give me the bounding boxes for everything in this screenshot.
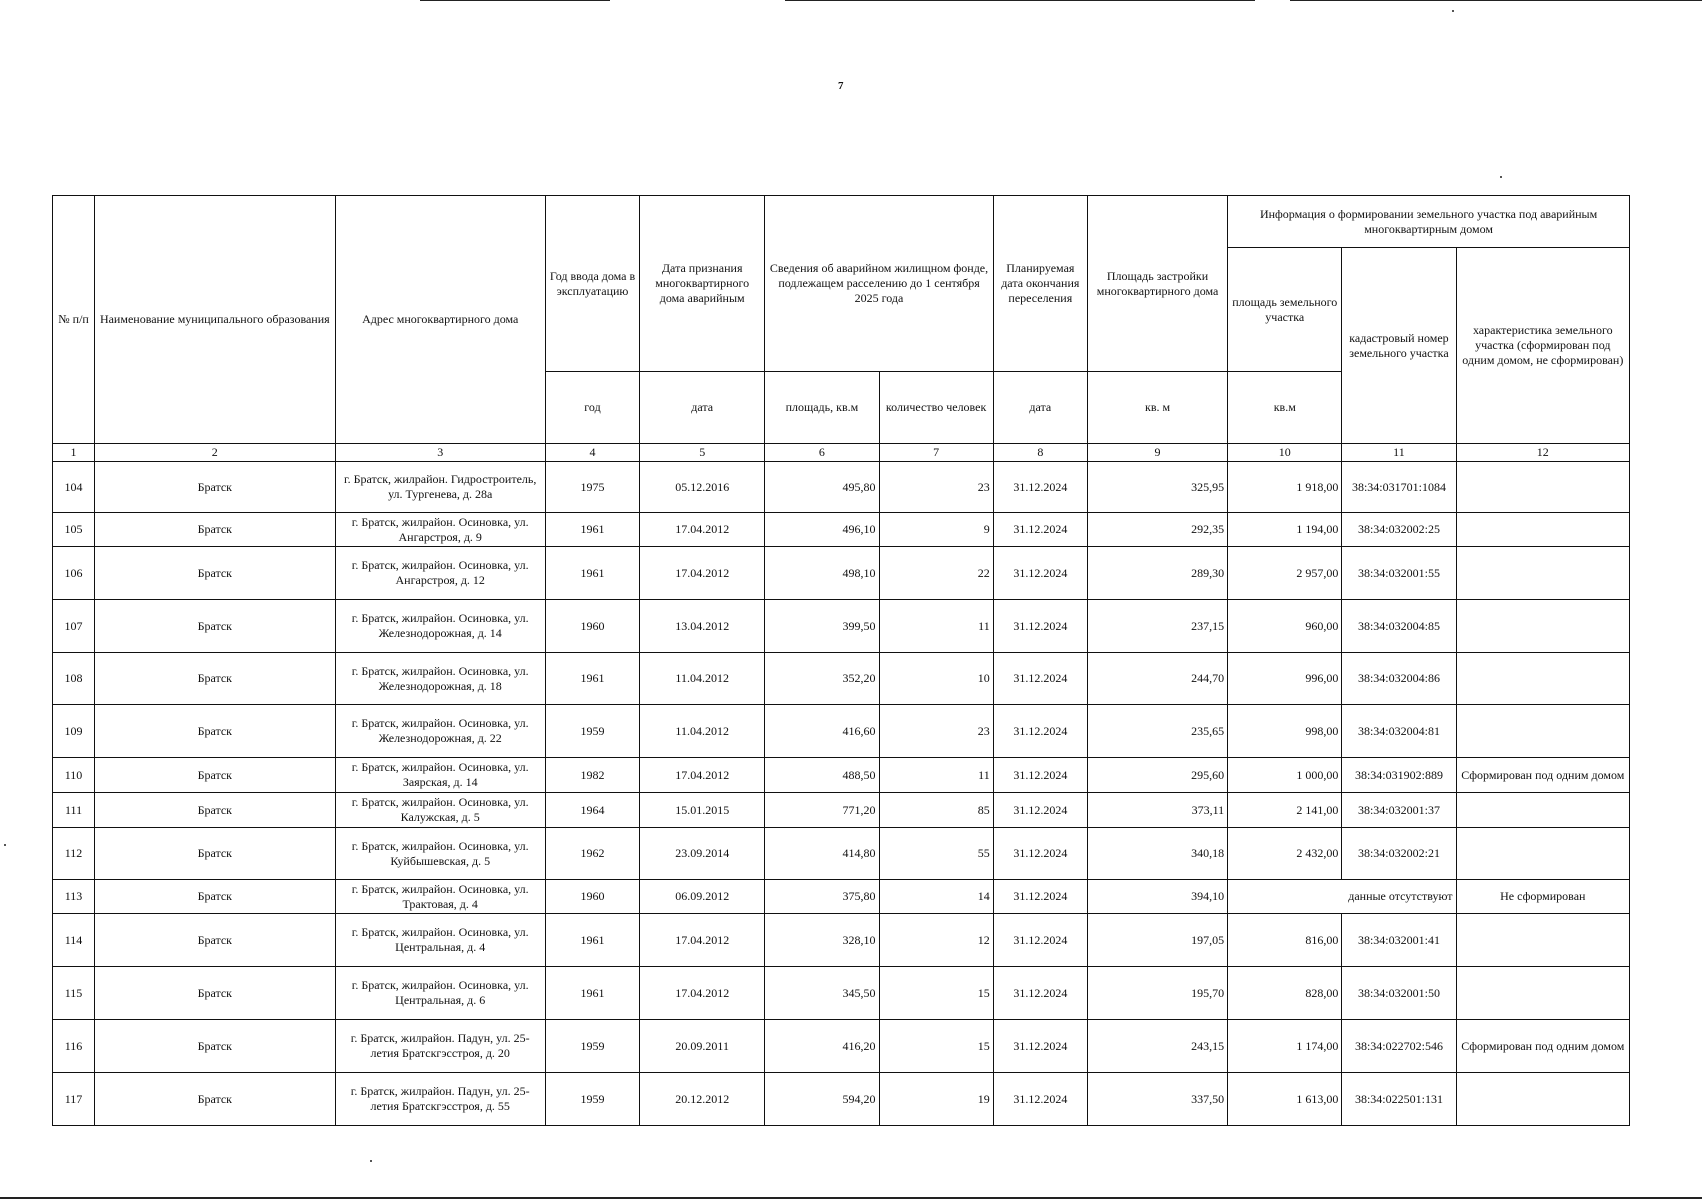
table-row <box>53 600 1630 653</box>
row-planned: 31.12.2024 <box>993 967 1087 1020</box>
row-planned: 31.12.2024 <box>993 758 1087 793</box>
row-cadastral: 38:34:022702:546 <box>1342 1020 1456 1073</box>
row-date: 20.12.2012 <box>640 1073 765 1126</box>
row-cadastral: 38:34:032002:25 <box>1342 513 1456 547</box>
row-area: 375,80 <box>765 880 879 914</box>
row-address: г. Братск, жилрайон. Осиновка, ул. Ангарстроя, д. 12 <box>335 547 545 600</box>
row-cadastral: 38:34:032001:50 <box>1342 967 1456 1020</box>
row-address: г. Братск, жилрайон. Осиновка, ул. Калужская, д. 5 <box>335 793 545 828</box>
row-date: 17.04.2012 <box>640 547 765 600</box>
row-address: г. Братск, жилрайон. Падун, ул. 25-летия Братскгэсстроя, д. 20 <box>335 1020 545 1073</box>
row-planned: 31.12.2024 <box>993 793 1087 828</box>
row-land-area: 1 174,00 <box>1228 1020 1342 1073</box>
row-date: 17.04.2012 <box>640 758 765 793</box>
row-num: 110 <box>53 758 95 793</box>
top-rule <box>420 0 610 1</box>
header-building-area: Площадь застройки многоквартирного дома <box>1087 196 1227 372</box>
row-year: 1960 <box>545 880 639 914</box>
row-cadastral: 38:34:031701:1084 <box>1342 462 1456 513</box>
row-address: г. Братск, жилрайон. Осиновка, ул. Ангарстроя, д. 9 <box>335 513 545 547</box>
row-build-area: 325,95 <box>1087 462 1227 513</box>
table-row <box>53 758 1630 793</box>
row-planned: 31.12.2024 <box>993 513 1087 547</box>
row-area: 416,20 <box>765 1020 879 1073</box>
unit-people: количество человек <box>879 372 993 444</box>
row-build-area: 197,05 <box>1087 914 1227 967</box>
row-address: г. Братск, жилрайон. Падун, ул. 25-летия Братскгэсстроя, д. 55 <box>335 1073 545 1126</box>
row-address: г. Братск, жилрайон. Осиновка, ул. Заярская, д. 14 <box>335 758 545 793</box>
row-num: 107 <box>53 600 95 653</box>
row-city: Братск <box>95 1020 335 1073</box>
column-number: 1 <box>53 444 95 462</box>
row-area: 399,50 <box>765 600 879 653</box>
row-build-area: 373,11 <box>1087 793 1227 828</box>
row-build-area: 244,70 <box>1087 653 1227 705</box>
row-build-area: 235,65 <box>1087 705 1227 758</box>
row-people: 11 <box>879 758 993 793</box>
row-year: 1961 <box>545 653 639 705</box>
row-year: 1975 <box>545 462 639 513</box>
row-build-area: 394,10 <box>1087 880 1227 914</box>
row-land-area: 998,00 <box>1228 705 1342 758</box>
row-year: 1961 <box>545 547 639 600</box>
table-row <box>53 513 1630 547</box>
row-people: 15 <box>879 967 993 1020</box>
row-year: 1982 <box>545 758 639 793</box>
row-build-area: 340,18 <box>1087 828 1227 880</box>
row-land-area: 1 000,00 <box>1228 758 1342 793</box>
row-planned: 31.12.2024 <box>993 914 1087 967</box>
row-land-area: 960,00 <box>1228 600 1342 653</box>
row-date: 23.09.2014 <box>640 828 765 880</box>
row-status <box>1456 547 1629 600</box>
column-number: 8 <box>993 444 1087 462</box>
row-status <box>1456 793 1629 828</box>
row-people: 9 <box>879 513 993 547</box>
row-area: 594,20 <box>765 1073 879 1126</box>
row-city: Братск <box>95 1073 335 1126</box>
row-planned: 31.12.2024 <box>993 547 1087 600</box>
row-city: Братск <box>95 653 335 705</box>
row-city: Братск <box>95 758 335 793</box>
table-row <box>53 462 1630 513</box>
row-city: Братск <box>95 600 335 653</box>
row-city: Братск <box>95 547 335 600</box>
row-planned: 31.12.2024 <box>993 880 1087 914</box>
scan-speck <box>370 1160 372 1162</box>
row-year: 1961 <box>545 513 639 547</box>
row-status <box>1456 914 1629 967</box>
row-status: Не сформирован <box>1456 880 1629 914</box>
row-num: 111 <box>53 793 95 828</box>
row-date: 11.04.2012 <box>640 705 765 758</box>
row-area: 771,20 <box>765 793 879 828</box>
row-status <box>1456 600 1629 653</box>
row-num: 114 <box>53 914 95 967</box>
header-municipality: Наименование муниципального образования <box>95 196 335 444</box>
table-row <box>53 547 1630 600</box>
header-num: № п/п <box>53 196 95 444</box>
row-build-area: 195,70 <box>1087 967 1227 1020</box>
row-date: 15.01.2015 <box>640 793 765 828</box>
row-address: г. Братск, жилрайон. Осиновка, ул. Трактовая, д. 4 <box>335 880 545 914</box>
row-land-area: 996,00 <box>1228 653 1342 705</box>
row-city: Братск <box>95 705 335 758</box>
row-city: Братск <box>95 967 335 1020</box>
row-build-area: 295,60 <box>1087 758 1227 793</box>
row-planned: 31.12.2024 <box>993 600 1087 653</box>
row-people: 23 <box>879 705 993 758</box>
row-people: 85 <box>879 793 993 828</box>
row-status <box>1456 967 1629 1020</box>
row-build-area: 337,50 <box>1087 1073 1227 1126</box>
column-number: 5 <box>640 444 765 462</box>
unit-planned-date: дата <box>993 372 1087 444</box>
row-year: 1962 <box>545 828 639 880</box>
row-cadastral: данные отсутствуют <box>1228 880 1456 914</box>
row-planned: 31.12.2024 <box>993 653 1087 705</box>
row-year: 1959 <box>545 705 639 758</box>
table-row <box>53 793 1630 828</box>
row-area: 498,10 <box>765 547 879 600</box>
row-status <box>1456 705 1629 758</box>
row-address: г. Братск, жилрайон. Осиновка, ул. Железнодорожная, д. 18 <box>335 653 545 705</box>
row-land-area: 1 613,00 <box>1228 1073 1342 1126</box>
scan-speck <box>1452 10 1454 12</box>
row-num: 108 <box>53 653 95 705</box>
row-people: 11 <box>879 600 993 653</box>
row-area: 496,10 <box>765 513 879 547</box>
table-row <box>53 828 1630 880</box>
row-date: 11.04.2012 <box>640 653 765 705</box>
row-land-area: 1 194,00 <box>1228 513 1342 547</box>
row-date: 05.12.2016 <box>640 462 765 513</box>
row-status: Сформирован под одним домом <box>1456 1020 1629 1073</box>
row-cadastral: 38:34:032004:85 <box>1342 600 1456 653</box>
row-city: Братск <box>95 462 335 513</box>
row-build-area: 289,30 <box>1087 547 1227 600</box>
row-cadastral: 38:34:032001:37 <box>1342 793 1456 828</box>
row-status <box>1456 462 1629 513</box>
column-number: 7 <box>879 444 993 462</box>
row-city: Братск <box>95 914 335 967</box>
row-num: 106 <box>53 547 95 600</box>
scan-speck <box>1500 176 1502 178</box>
row-date: 06.09.2012 <box>640 880 765 914</box>
row-land-area: 1 918,00 <box>1228 462 1342 513</box>
row-year: 1959 <box>545 1020 639 1073</box>
row-people: 23 <box>879 462 993 513</box>
row-date: 20.09.2011 <box>640 1020 765 1073</box>
table-row <box>53 914 1630 967</box>
column-number: 6 <box>765 444 879 462</box>
table-row <box>53 1073 1630 1126</box>
row-num: 116 <box>53 1020 95 1073</box>
row-land-area: 2 141,00 <box>1228 793 1342 828</box>
bottom-rule <box>0 1197 1702 1199</box>
row-num: 112 <box>53 828 95 880</box>
row-num: 105 <box>53 513 95 547</box>
row-num: 109 <box>53 705 95 758</box>
row-year: 1961 <box>545 914 639 967</box>
column-number: 4 <box>545 444 639 462</box>
row-people: 55 <box>879 828 993 880</box>
row-cadastral: 38:34:032001:55 <box>1342 547 1456 600</box>
row-build-area: 237,15 <box>1087 600 1227 653</box>
row-num: 117 <box>53 1073 95 1126</box>
table-row <box>53 967 1630 1020</box>
unit-year: год <box>545 372 639 444</box>
header-land-area: площадь земельного участка <box>1228 248 1342 372</box>
row-city: Братск <box>95 793 335 828</box>
row-address: г. Братск, жилрайон. Гидростроитель, ул. Тургенева, д. 28а <box>335 462 545 513</box>
row-planned: 31.12.2024 <box>993 1073 1087 1126</box>
row-year: 1959 <box>545 1073 639 1126</box>
row-status <box>1456 513 1629 547</box>
row-status: Сформирован под одним домом <box>1456 758 1629 793</box>
row-land-area: 828,00 <box>1228 967 1342 1020</box>
row-date: 17.04.2012 <box>640 513 765 547</box>
row-land-area: 2 957,00 <box>1228 547 1342 600</box>
row-date: 17.04.2012 <box>640 914 765 967</box>
emergency-housing-table <box>52 195 1630 1126</box>
row-cadastral: 38:34:032001:41 <box>1342 914 1456 967</box>
row-area: 416,60 <box>765 705 879 758</box>
column-number: 12 <box>1456 444 1629 462</box>
row-area: 414,80 <box>765 828 879 880</box>
row-land-area: 816,00 <box>1228 914 1342 967</box>
column-number: 9 <box>1087 444 1227 462</box>
row-address: г. Братск, жилрайон. Осиновка, ул. Куйбышевская, д. 5 <box>335 828 545 880</box>
row-status <box>1456 653 1629 705</box>
header-emergency-info: Сведения об аварийном жилищном фонде, подлежащем расселению до 1 сентября 2025 года <box>765 196 993 372</box>
unit-area: площадь, кв.м <box>765 372 879 444</box>
header-year-built: Год ввода дома в эксплуатацию <box>545 196 639 372</box>
unit-date: дата <box>640 372 765 444</box>
header-address: Адрес многоквартирного дома <box>335 196 545 444</box>
row-cadastral: 38:34:022501:131 <box>1342 1073 1456 1126</box>
row-area: 328,10 <box>765 914 879 967</box>
row-cadastral: 38:34:032004:86 <box>1342 653 1456 705</box>
row-cadastral: 38:34:031902:889 <box>1342 758 1456 793</box>
row-address: г. Братск, жилрайон. Осиновка, ул. Железнодорожная, д. 22 <box>335 705 545 758</box>
row-address: г. Братск, жилрайон. Осиновка, ул. Железнодорожная, д. 14 <box>335 600 545 653</box>
row-planned: 31.12.2024 <box>993 705 1087 758</box>
table-row <box>53 1020 1630 1073</box>
row-status <box>1456 828 1629 880</box>
row-build-area: 243,15 <box>1087 1020 1227 1073</box>
row-people: 10 <box>879 653 993 705</box>
table-row <box>53 653 1630 705</box>
row-year: 1961 <box>545 967 639 1020</box>
top-rule <box>1290 0 1702 1</box>
row-num: 115 <box>53 967 95 1020</box>
row-people: 19 <box>879 1073 993 1126</box>
row-status <box>1456 1073 1629 1126</box>
row-planned: 31.12.2024 <box>993 1020 1087 1073</box>
row-city: Братск <box>95 513 335 547</box>
row-date: 17.04.2012 <box>640 967 765 1020</box>
row-people: 14 <box>879 880 993 914</box>
column-number: 10 <box>1228 444 1342 462</box>
row-year: 1964 <box>545 793 639 828</box>
column-number: 2 <box>95 444 335 462</box>
row-area: 352,20 <box>765 653 879 705</box>
scan-speck <box>4 844 6 846</box>
row-people: 12 <box>879 914 993 967</box>
column-number-row <box>53 444 1630 462</box>
header-planned-date: Планируемая дата окончания переселения <box>993 196 1087 372</box>
table-row <box>53 880 1630 914</box>
row-address: г. Братск, жилрайон. Осиновка, ул. Центральная, д. 4 <box>335 914 545 967</box>
row-planned: 31.12.2024 <box>993 462 1087 513</box>
unit-land-area: кв.м <box>1228 372 1342 444</box>
row-people: 15 <box>879 1020 993 1073</box>
row-num: 104 <box>53 462 95 513</box>
row-year: 1960 <box>545 600 639 653</box>
header-date-recognized: Дата признания многоквартирного дома аварийным <box>640 196 765 372</box>
row-people: 22 <box>879 547 993 600</box>
top-rule <box>785 0 1255 1</box>
row-build-area: 292,35 <box>1087 513 1227 547</box>
header-land-status: характеристика земельного участка (сформирован под одним домом, не сформирован) <box>1456 248 1629 444</box>
row-cadastral: 38:34:032004:81 <box>1342 705 1456 758</box>
column-number: 11 <box>1342 444 1456 462</box>
row-num: 113 <box>53 880 95 914</box>
row-area: 345,50 <box>765 967 879 1020</box>
table-row <box>53 705 1630 758</box>
row-address: г. Братск, жилрайон. Осиновка, ул. Центральная, д. 6 <box>335 967 545 1020</box>
page-number: 7 <box>838 80 844 92</box>
row-city: Братск <box>95 880 335 914</box>
row-date: 13.04.2012 <box>640 600 765 653</box>
row-city: Братск <box>95 828 335 880</box>
unit-building-area: кв. м <box>1087 372 1227 444</box>
column-number: 3 <box>335 444 545 462</box>
row-area: 495,80 <box>765 462 879 513</box>
row-area: 488,50 <box>765 758 879 793</box>
row-cadastral: 38:34:032002:21 <box>1342 828 1456 880</box>
row-planned: 31.12.2024 <box>993 828 1087 880</box>
row-land-area: 2 432,00 <box>1228 828 1342 880</box>
header-cadastral: кадастровый номер земельного участка <box>1342 248 1456 444</box>
header-land-info: Информация о формировании земельного участка под аварийным многоквартирным домом <box>1228 196 1630 248</box>
